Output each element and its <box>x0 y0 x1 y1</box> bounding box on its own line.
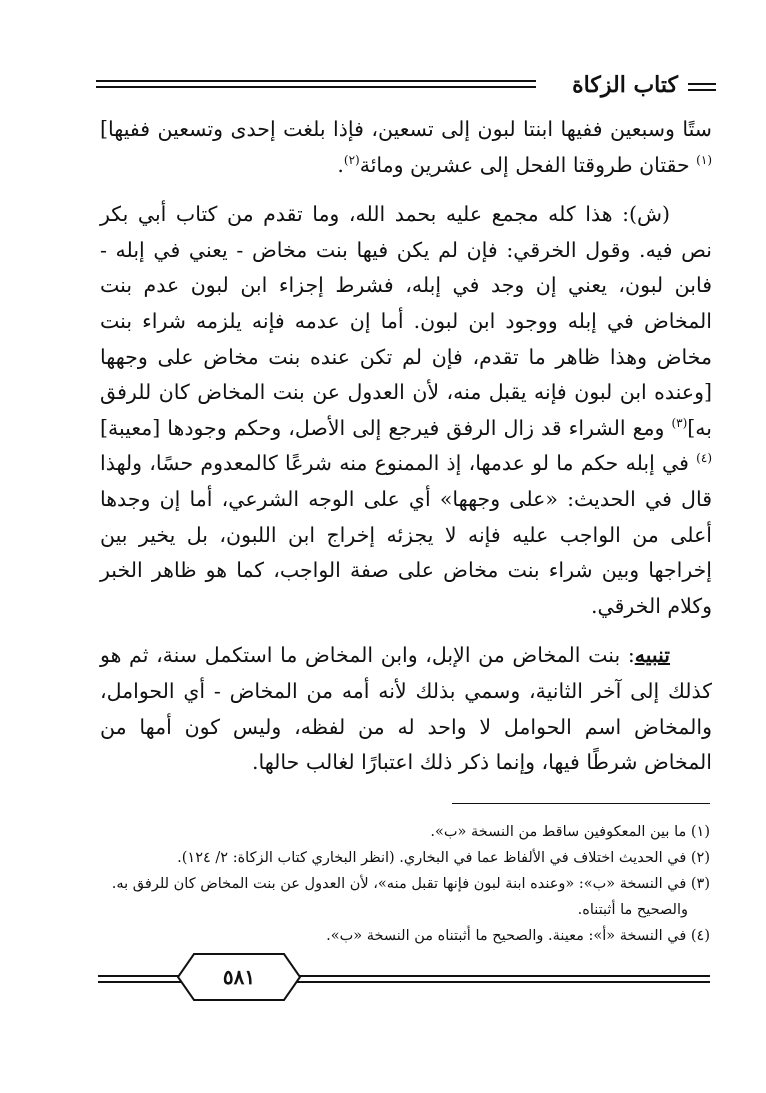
footnote-ref-2: (٢) <box>343 152 360 167</box>
chapter-title: كتاب الزكاة <box>572 72 678 98</box>
p2-part-c: في إبله حكم ما لو عدمها، إذ الممنوع منه شرعًا كالمعدوم حسًا، ولهذا قال في الحديث: «على وجهها» أي على الوجه الشرعي، أما إن وجدها أعلى من الواجب عليه فإنه لا يجزئه إخراج ابن اللبون، بل يخير بين إخراجها وبين شراء بنت مخاض على صفة الواجب، كما هو ظاهر الخبر وكلام الخرقي. <box>100 451 712 618</box>
footnote-2: (٢) في الحديث اختلاف في الألفاظ عما في البخاري. (انظر البخاري كتاب الزكاة: ٢/ ١٢٤). <box>177 850 710 866</box>
footnote-ref-4: (٤) <box>696 451 712 466</box>
main-text <box>100 112 712 781</box>
p3-text: : بنت المخاض من الإبل، وابن المخاض ما استكمل سنة، ثم هو كذلك إلى آخر الثانية، وسمي بذلك لأنه أمه من المخاض - أي الحوامل، والمخاض اسم الحوامل لا واحد له من لفظه، وليس كون أمها من المخاض شرطًا فيها، وإنما ذكر ذلك اعتبارًا لغالب حالها. <box>100 643 712 775</box>
paragraph-3 <box>100 638 712 780</box>
p1-end: . <box>337 152 344 177</box>
header-rule <box>96 80 536 92</box>
header-mark <box>688 83 716 95</box>
paragraph-1 <box>100 112 712 183</box>
footnote-3: (٣) في النسخة «ب»: «وعنده ابنة لبون فإنها تقبل منه»، لأن العدول عن بنت المخاض كان للرفق به. <box>111 876 710 892</box>
p2-part-a: (ش): هذا كله مجمع عليه بحمد الله، وما تقدم من كتاب أبي بكر نص فيه. وقول الخرقي: فإن لم يكن فيها بنت مخاض - يعني في إبله - فابن لبون، يعني إن وجد في إبله، فشرط إجزاء ابن لبون عدم بنت المخاض في إبله ووجود ابن لبون. أما إن عدمه فإنه يلزمه شراء بنت مخاض وهذا ظاهر ما تقدم، فإن لم تكن عنده بنت مخاض على وجهها [وعنده ابن لبون فإنه يقبل منه، لأن العدول عن بنت المخاض كان للرفق به] <box>100 202 712 440</box>
footnote-4: (٤) في النسخة «أ»: معينة. والصحيح ما أثبتناه من النسخة «ب». <box>326 928 710 944</box>
footnote-1: (١) ما بين المعكوفين ساقط من النسخة «ب». <box>430 824 710 840</box>
running-header <box>96 72 716 102</box>
p2-part-b: ومع الشراء قد زال الرفق فيرجع إلى الأصل، وحكم وجودها [معيبة] <box>100 415 672 440</box>
footnote-ref-1: (١) <box>696 152 712 167</box>
footnotes <box>98 819 710 949</box>
page-number: ٥٨١ <box>222 965 256 989</box>
footnote-ref-3: (٣) <box>671 415 688 430</box>
p1-line2: حقتان طروقتا الفحل إلى عشرين ومائة <box>359 152 690 177</box>
footnote-3-continued: والصحيح ما أثبتناه. <box>577 902 688 918</box>
footnote-divider <box>452 803 710 804</box>
p1-line1: ستًا وسبعين ففيها ابنتا لبون إلى تسعين، فإذا بلغت إحدى وتسعين ففيها] <box>100 117 712 141</box>
paragraph-2 <box>100 197 712 624</box>
tanbih-label: تنبيه <box>634 643 670 668</box>
page-number-box <box>176 952 302 1002</box>
